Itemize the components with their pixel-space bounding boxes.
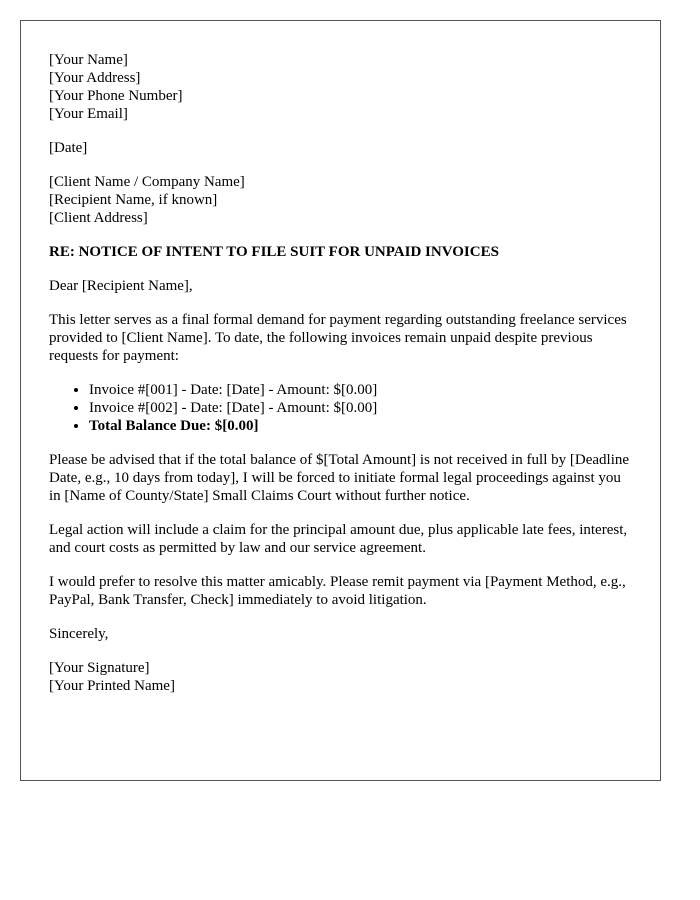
signature-block <box>49 659 632 695</box>
invoice-list <box>49 381 632 435</box>
recipient-block <box>49 173 632 227</box>
printed-name: [Your Printed Name] <box>49 678 175 694</box>
sender-email: [Your Email] <box>49 106 128 122</box>
recipient-company: [Client Name / Company Name] <box>49 174 245 190</box>
sender-block <box>49 51 632 123</box>
sender-address: [Your Address] <box>49 70 141 86</box>
letter-page <box>20 20 661 781</box>
letter-date: [Date] <box>49 140 88 156</box>
invoice-item: • Invoice #[002] - Date: [Date] - Amount: $[0.00] <box>89 399 632 417</box>
salutation: Dear [Recipient Name], <box>49 278 193 294</box>
invoice-item: • Invoice #[001] - Date: [Date] - Amount: $[0.00] <box>89 381 632 399</box>
signature: [Your Signature] <box>49 660 150 676</box>
sender-phone: [Your Phone Number] <box>49 88 183 104</box>
resolution-paragraph: I would prefer to resolve this matter amicably. Please remit payment via [Payment Method, e.g., PayPal, Bank Transfer, Check] immediately to avoid litigation. <box>49 574 626 608</box>
sender-name: [Your Name] <box>49 52 128 68</box>
subject-line: RE: NOTICE OF INTENT TO FILE SUIT FOR UNPAID INVOICES <box>49 244 499 260</box>
warning-paragraph: Please be advised that if the total balance of $[Total Amount] is not received in full by [Deadline Date, e.g., 10 days from today], I will be forced to initiate formal legal proceedings against you in [Name of County/State] Small Claims Court without further notice. <box>49 452 630 504</box>
recipient-address: [Client Address] <box>49 210 148 226</box>
intro-paragraph: This letter serves as a final formal demand for payment regarding outstanding freelance services provided to [Client Name]. To date, the following invoices remain unpaid despite previous requests for payment: <box>49 312 627 364</box>
closing: Sincerely, <box>49 626 109 642</box>
total-balance: • Total Balance Due: $[0.00] <box>89 417 632 435</box>
legal-action-paragraph: Legal action will include a claim for the principal amount due, plus applicable late fees, interest, and court costs as permitted by law and our service agreement. <box>49 522 628 556</box>
recipient-name: [Recipient Name, if known] <box>49 192 218 208</box>
